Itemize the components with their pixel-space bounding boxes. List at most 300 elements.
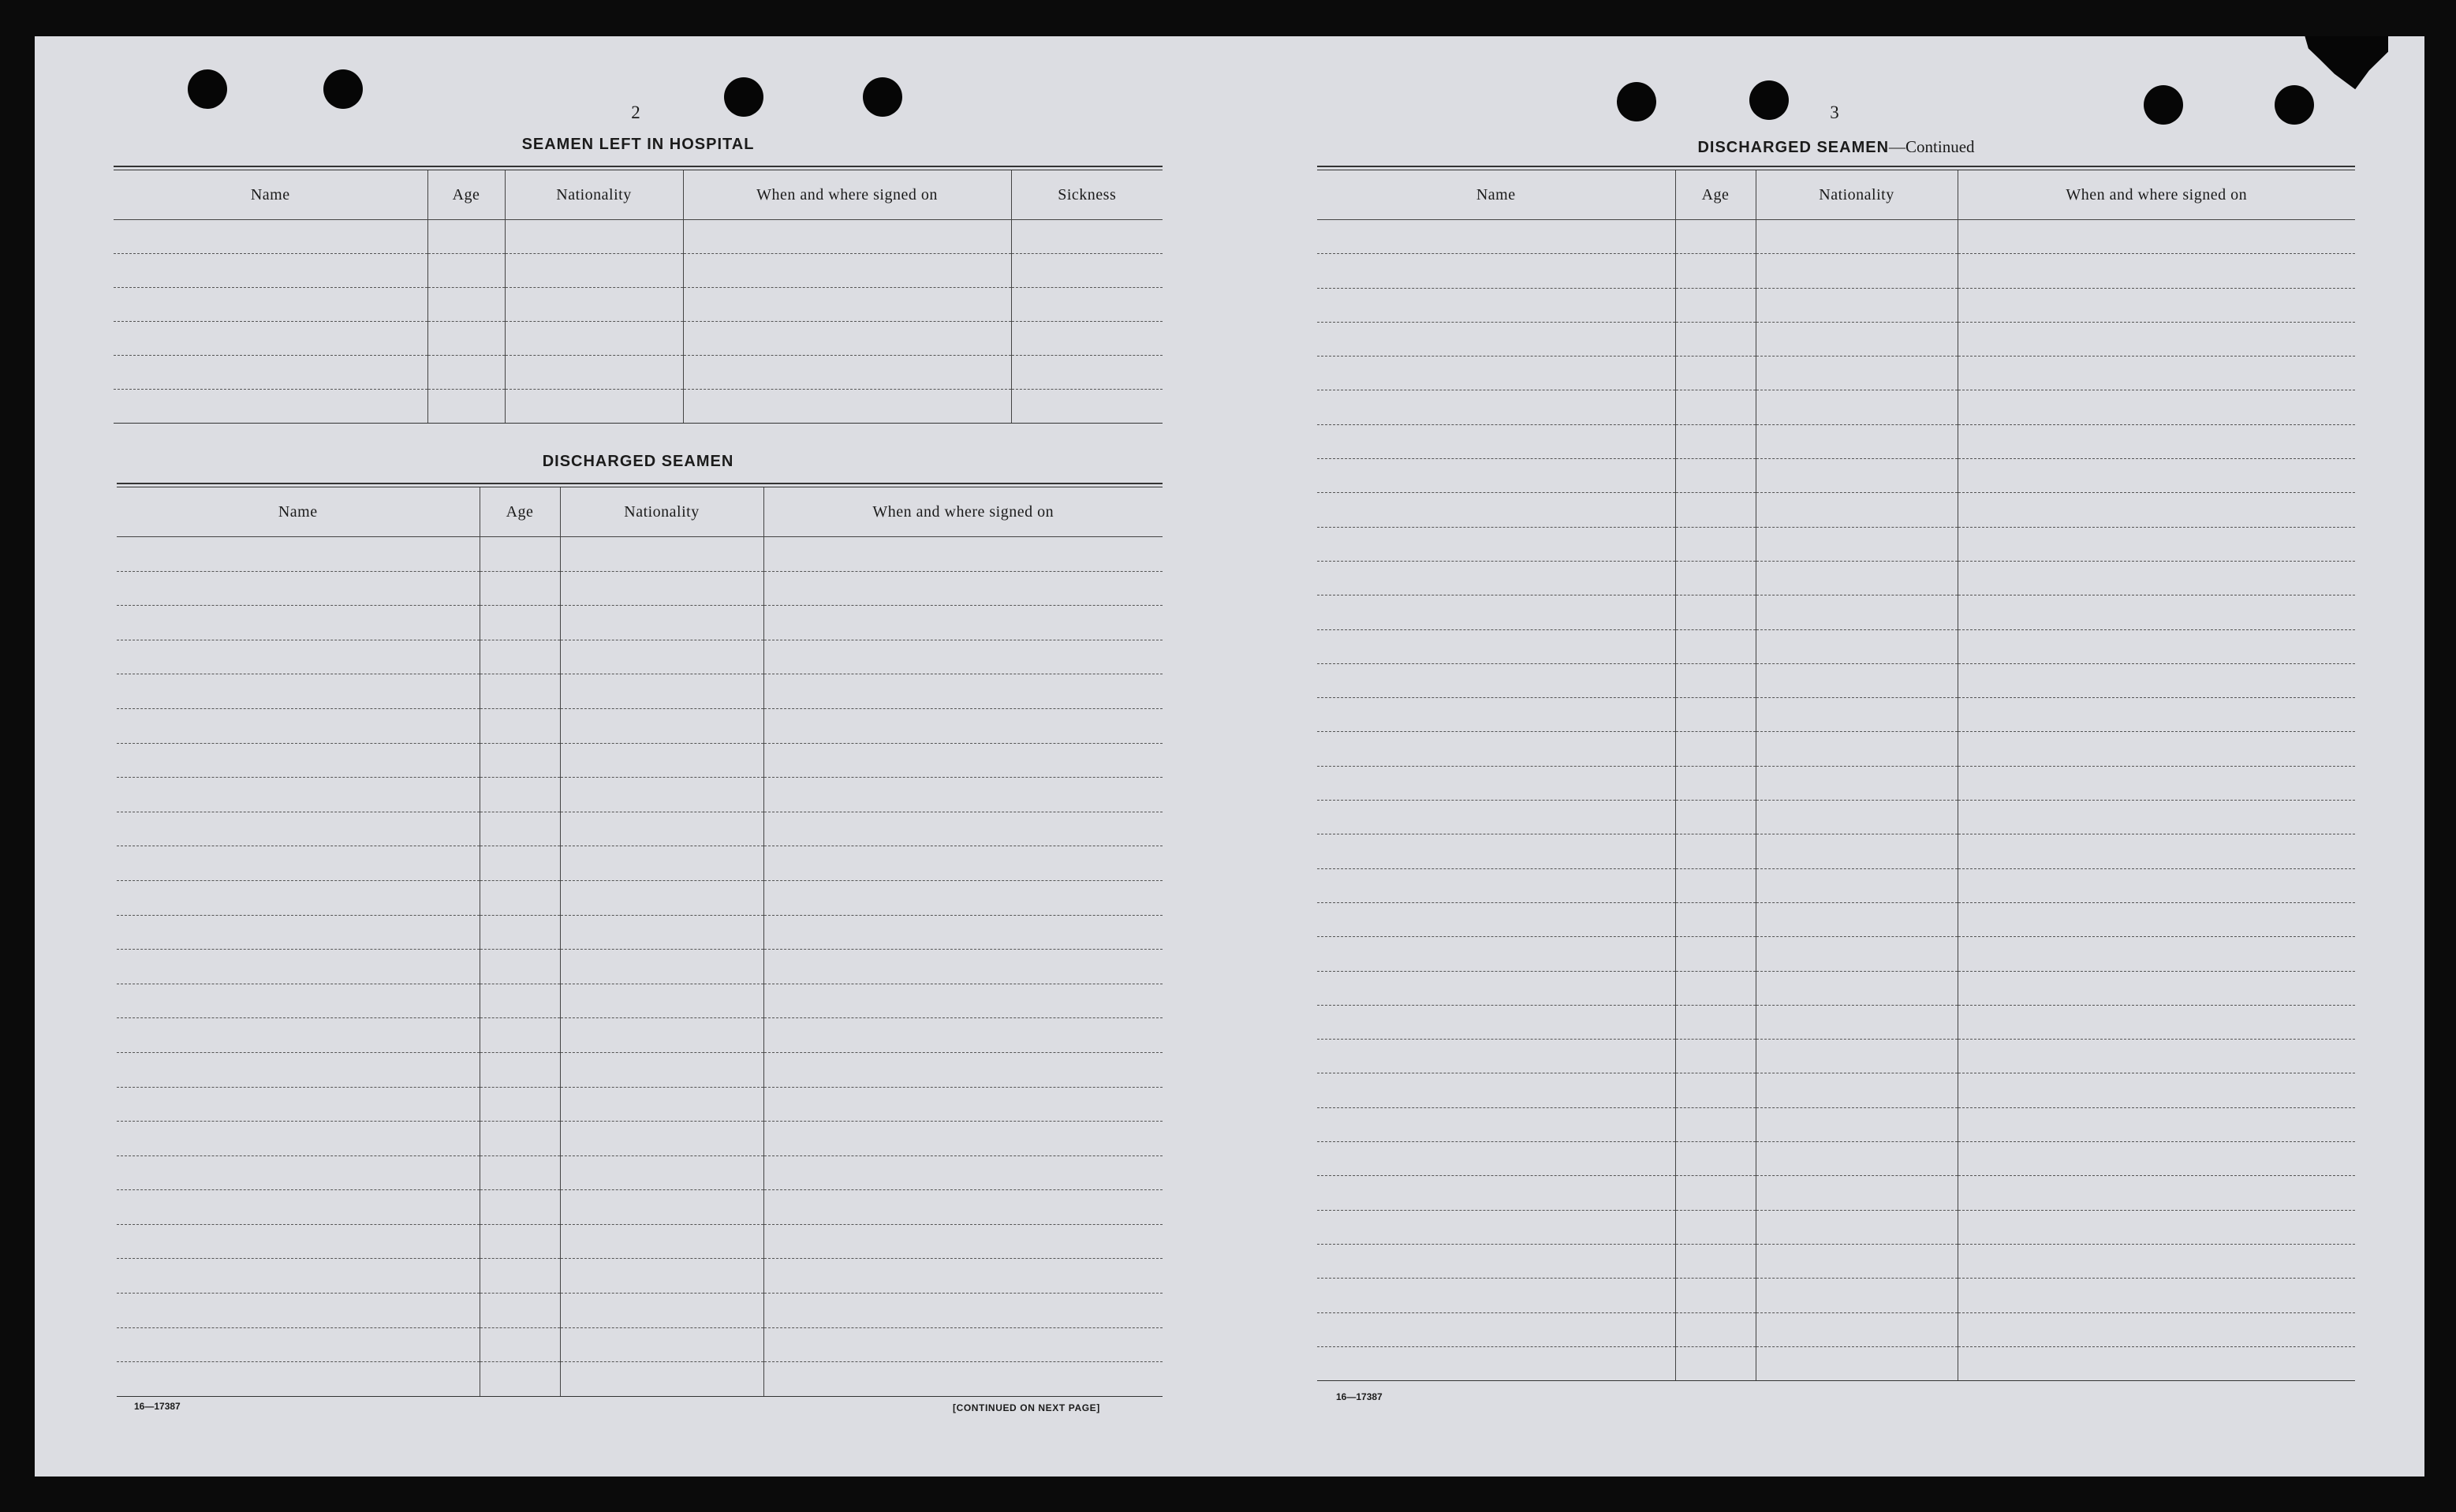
discharged-col-nationality: Nationality (560, 487, 763, 537)
table-cell (763, 1087, 1163, 1122)
table-cell (505, 220, 683, 254)
table-cell (117, 1190, 480, 1225)
table-cell (560, 950, 763, 984)
continued-col-signed-on: When and where signed on (1958, 170, 2355, 220)
table-cell (1317, 698, 1675, 732)
table-cell (480, 1122, 560, 1156)
table-cell (1011, 322, 1163, 356)
table-cell (480, 674, 560, 709)
table-cell (560, 1087, 763, 1122)
table-row (1317, 663, 2355, 697)
table-cell (763, 708, 1163, 743)
table-cell (1958, 220, 2355, 254)
table-row (117, 846, 1163, 881)
table-cell (1958, 1279, 2355, 1312)
table-cell (1675, 493, 1756, 527)
table-cell (1958, 527, 2355, 561)
table-cell (480, 950, 560, 984)
table-cell (1958, 1142, 2355, 1176)
table-cell (1958, 663, 2355, 697)
table-cell (763, 674, 1163, 709)
hospital-col-sickness: Sickness (1011, 170, 1163, 220)
table-cell (117, 915, 480, 950)
table-cell (1756, 868, 1958, 902)
table-row (117, 1327, 1163, 1362)
table-row (1317, 1005, 2355, 1039)
table-row (117, 950, 1163, 984)
discharged-col-signed-on: When and where signed on (763, 487, 1163, 537)
table-row (117, 1224, 1163, 1259)
discharged-continued-rows (1317, 220, 2355, 1381)
punch-hole (863, 77, 902, 117)
table-cell (427, 288, 505, 322)
table-cell (683, 356, 1011, 390)
page-number-right: 3 (1830, 103, 1839, 122)
table-row (117, 1155, 1163, 1190)
table-cell (1675, 1040, 1756, 1073)
table-cell (1675, 1244, 1756, 1278)
table-cell (480, 1224, 560, 1259)
table-row (1317, 937, 2355, 971)
table-cell (763, 1122, 1163, 1156)
table-cell (560, 606, 763, 640)
punch-hole (724, 77, 763, 117)
table-cell (763, 1155, 1163, 1190)
table-cell (1675, 322, 1756, 356)
table-row (1317, 902, 2355, 936)
table-cell (117, 1362, 480, 1397)
table-cell (114, 322, 427, 356)
table-cell (1756, 322, 1958, 356)
table-cell (480, 571, 560, 606)
table-cell (1675, 801, 1756, 834)
table-cell (560, 812, 763, 846)
table-cell (1756, 1210, 1958, 1244)
table-cell (1317, 868, 1675, 902)
table-cell (1958, 595, 2355, 629)
table-cell (1317, 390, 1675, 424)
table-cell (1011, 356, 1163, 390)
table-cell (1756, 527, 1958, 561)
table-cell (1958, 1210, 2355, 1244)
continued-note: [CONTINUED ON NEXT PAGE] (953, 1402, 1100, 1413)
table-cell (1756, 1279, 1958, 1312)
table-cell (480, 1362, 560, 1397)
table-cell (427, 220, 505, 254)
table-row (117, 606, 1163, 640)
table-cell (117, 640, 480, 674)
table-cell (1958, 766, 2355, 800)
table-cell (1958, 698, 2355, 732)
table-cell (560, 571, 763, 606)
table-cell (683, 220, 1011, 254)
table-cell (1756, 732, 1958, 766)
table-cell (1317, 322, 1675, 356)
table-cell (480, 984, 560, 1018)
table-cell (1317, 1107, 1675, 1141)
table-cell (1317, 1312, 1675, 1346)
table-cell (1756, 220, 1958, 254)
table-cell (1756, 1005, 1958, 1039)
table-cell (117, 880, 480, 915)
punch-hole (2144, 85, 2183, 125)
table-cell (763, 537, 1163, 572)
table-cell (1675, 868, 1756, 902)
table-row (114, 288, 1163, 322)
table-cell (1675, 288, 1756, 322)
table-cell (1675, 254, 1756, 288)
continued-col-name: Name (1317, 170, 1675, 220)
discharged-continued-table (1317, 170, 2355, 1381)
table-cell (1756, 357, 1958, 390)
table-cell (560, 708, 763, 743)
table-cell (1958, 561, 2355, 595)
table-cell (560, 984, 763, 1018)
table-cell (1675, 732, 1756, 766)
table-cell (480, 640, 560, 674)
table-row (117, 1190, 1163, 1225)
table-cell (1756, 698, 1958, 732)
table-cell (1317, 971, 1675, 1005)
table-cell (560, 537, 763, 572)
table-cell (1958, 1176, 2355, 1210)
table-cell (560, 1362, 763, 1397)
table-row (117, 1018, 1163, 1053)
table-row (117, 880, 1163, 915)
table-cell (1011, 254, 1163, 288)
table-cell (560, 1327, 763, 1362)
discharged-header-row (117, 487, 1163, 537)
table-cell (1675, 1210, 1756, 1244)
table-row (114, 356, 1163, 390)
table-cell (480, 846, 560, 881)
hospital-col-signed-on: When and where signed on (683, 170, 1011, 220)
table-cell (1675, 424, 1756, 458)
table-row (1317, 1279, 2355, 1312)
table-cell (117, 743, 480, 778)
table-cell (427, 322, 505, 356)
page-number-left: 2 (631, 103, 640, 122)
hospital-col-nationality: Nationality (505, 170, 683, 220)
table-row (114, 322, 1163, 356)
table-cell (1317, 1346, 1675, 1380)
table-cell (480, 1294, 560, 1328)
table-cell (1958, 732, 2355, 766)
table-cell (1317, 1244, 1675, 1278)
table-cell (1958, 834, 2355, 868)
table-cell (480, 606, 560, 640)
table-cell (560, 1224, 763, 1259)
table-cell (1756, 1107, 1958, 1141)
table-cell (560, 1052, 763, 1087)
table-cell (683, 254, 1011, 288)
table-cell (1317, 1279, 1675, 1312)
table-cell (1317, 254, 1675, 288)
table-cell (763, 950, 1163, 984)
table-cell (1756, 971, 1958, 1005)
table-cell (1958, 1244, 2355, 1278)
table-cell (114, 356, 427, 390)
table-cell (1317, 766, 1675, 800)
table-cell (117, 1327, 480, 1362)
discharged-col-name: Name (117, 487, 480, 537)
table-cell (1317, 1073, 1675, 1107)
table-cell (1675, 561, 1756, 595)
table-row (1317, 288, 2355, 322)
table-cell (1756, 1244, 1958, 1278)
continued-col-age: Age (1675, 170, 1756, 220)
table-cell (1756, 1312, 1958, 1346)
table-row (117, 1052, 1163, 1087)
table-cell (117, 1018, 480, 1053)
table-cell (480, 708, 560, 743)
table-cell (114, 220, 427, 254)
table-cell (1958, 322, 2355, 356)
table-cell (1675, 1142, 1756, 1176)
table-cell (1958, 902, 2355, 936)
table-cell (763, 1294, 1163, 1328)
hospital-header-row (114, 170, 1163, 220)
table-row (117, 708, 1163, 743)
table-row (117, 1087, 1163, 1122)
table-cell (1675, 220, 1756, 254)
table-row (1317, 220, 2355, 254)
table-cell (1756, 390, 1958, 424)
table-cell (1756, 766, 1958, 800)
table-cell (1317, 1210, 1675, 1244)
table-cell (1317, 1176, 1675, 1210)
table-cell (1958, 1040, 2355, 1073)
discharged-section-title: DISCHARGED SEAMEN (542, 453, 734, 470)
table-cell (763, 915, 1163, 950)
table-cell (480, 743, 560, 778)
table-cell (1317, 493, 1675, 527)
table-cell (1317, 357, 1675, 390)
table-row (1317, 1210, 2355, 1244)
table-cell (117, 1224, 480, 1259)
table-cell (1675, 1312, 1756, 1346)
table-row (114, 220, 1163, 254)
table-cell (1675, 698, 1756, 732)
table-cell (1958, 357, 2355, 390)
table-cell (1317, 288, 1675, 322)
discharged-continued-title-main: DISCHARGED SEAMEN (1697, 139, 1890, 156)
table-row (1317, 390, 2355, 424)
table-cell (1675, 595, 1756, 629)
table-row (1317, 254, 2355, 288)
table-cell (505, 390, 683, 424)
table-cell (427, 390, 505, 424)
form-code-right: 16—17387 (1336, 1391, 1383, 1402)
table-row (117, 537, 1163, 572)
table-row (1317, 698, 2355, 732)
continued-header-row (1317, 170, 2355, 220)
table-row (1317, 527, 2355, 561)
table-cell (1958, 459, 2355, 493)
table-cell (117, 674, 480, 709)
table-cell (1756, 663, 1958, 697)
table-cell (1756, 902, 1958, 936)
table-cell (560, 1155, 763, 1190)
discharged-continued-title-suffix: —Continued (1889, 137, 1975, 156)
table-cell (117, 1294, 480, 1328)
table-row (1317, 801, 2355, 834)
table-cell (560, 1190, 763, 1225)
punch-hole (1749, 80, 1789, 120)
table-cell (114, 390, 427, 424)
table-row (1317, 561, 2355, 595)
hospital-rows (114, 220, 1163, 424)
table-cell (1756, 937, 1958, 971)
table-cell (1317, 801, 1675, 834)
hospital-section-title: SEAMEN LEFT IN HOSPITAL (521, 136, 755, 153)
table-row (117, 1259, 1163, 1294)
table-row (117, 674, 1163, 709)
table-cell (560, 880, 763, 915)
table-cell (480, 778, 560, 812)
table-cell (560, 846, 763, 881)
table-cell (1317, 459, 1675, 493)
table-cell (1756, 834, 1958, 868)
table-cell (1675, 390, 1756, 424)
table-cell (505, 254, 683, 288)
table-cell (1317, 1040, 1675, 1073)
table-cell (117, 537, 480, 572)
table-row (1317, 1040, 2355, 1073)
table-cell (560, 640, 763, 674)
table-cell (763, 1018, 1163, 1053)
table-cell (117, 571, 480, 606)
hospital-col-name: Name (114, 170, 427, 220)
table-cell (1317, 663, 1675, 697)
table-row (1317, 1312, 2355, 1346)
table-row (117, 1362, 1163, 1397)
table-cell (560, 778, 763, 812)
table-cell (560, 1122, 763, 1156)
table-row (117, 984, 1163, 1018)
table-cell (1675, 1107, 1756, 1141)
table-row (117, 640, 1163, 674)
table-cell (1756, 1040, 1958, 1073)
table-cell (1675, 937, 1756, 971)
table-row (1317, 1176, 2355, 1210)
table-cell (1958, 1312, 2355, 1346)
table-cell (1756, 801, 1958, 834)
table-cell (1958, 971, 2355, 1005)
table-row (117, 915, 1163, 950)
table-cell (1958, 629, 2355, 663)
table-cell (1756, 629, 1958, 663)
table-row (1317, 971, 2355, 1005)
table-cell (1675, 1346, 1756, 1380)
table-cell (1675, 1279, 1756, 1312)
form-code-left: 16—17387 (134, 1401, 181, 1412)
table-cell (1756, 1142, 1958, 1176)
table-row (1317, 595, 2355, 629)
table-cell (1756, 254, 1958, 288)
table-cell (763, 984, 1163, 1018)
table-row (117, 743, 1163, 778)
table-cell (480, 537, 560, 572)
table-cell (763, 606, 1163, 640)
table-row (1317, 629, 2355, 663)
table-cell (1675, 902, 1756, 936)
table-row (1317, 322, 2355, 356)
table-cell (117, 1122, 480, 1156)
table-row (1317, 766, 2355, 800)
table-cell (763, 571, 1163, 606)
table-cell (480, 1018, 560, 1053)
table-cell (114, 254, 427, 288)
table-cell (560, 1018, 763, 1053)
table-cell (763, 778, 1163, 812)
table-cell (505, 288, 683, 322)
table-cell (763, 1327, 1163, 1362)
table-cell (1675, 1073, 1756, 1107)
discharged-table (117, 487, 1163, 1397)
table-cell (480, 1087, 560, 1122)
table-cell (1317, 937, 1675, 971)
table-cell (1958, 1005, 2355, 1039)
table-row (1317, 424, 2355, 458)
table-cell (763, 1259, 1163, 1294)
table-cell (1011, 288, 1163, 322)
table-row (1317, 834, 2355, 868)
table-row (117, 1122, 1163, 1156)
table-cell (117, 846, 480, 881)
table-cell (1958, 868, 2355, 902)
table-cell (480, 1259, 560, 1294)
table-cell (117, 708, 480, 743)
hospital-col-age: Age (427, 170, 505, 220)
table-cell (763, 1052, 1163, 1087)
table-cell (1958, 288, 2355, 322)
punch-hole (1617, 82, 1656, 121)
table-cell (1958, 1073, 2355, 1107)
table-cell (117, 1087, 480, 1122)
table-cell (117, 1259, 480, 1294)
table-cell (1675, 663, 1756, 697)
table-cell (1317, 902, 1675, 936)
table-cell (1317, 629, 1675, 663)
table-cell (1756, 1073, 1958, 1107)
table-cell (1675, 971, 1756, 1005)
table-row (1317, 732, 2355, 766)
hospital-table (114, 170, 1163, 424)
table-cell (1675, 527, 1756, 561)
table-cell (1317, 220, 1675, 254)
table-cell (763, 743, 1163, 778)
table-cell (117, 1052, 480, 1087)
table-cell (763, 1190, 1163, 1225)
table-cell (480, 1052, 560, 1087)
table-cell (1756, 595, 1958, 629)
table-cell (1756, 459, 1958, 493)
table-cell (1675, 1176, 1756, 1210)
table-cell (560, 743, 763, 778)
table-cell (560, 1294, 763, 1328)
table-cell (1317, 834, 1675, 868)
table-cell (505, 356, 683, 390)
table-cell (683, 390, 1011, 424)
table-cell (1675, 834, 1756, 868)
table-cell (1317, 732, 1675, 766)
table-cell (763, 880, 1163, 915)
table-cell (427, 254, 505, 288)
continued-col-nationality: Nationality (1756, 170, 1958, 220)
table-cell (480, 880, 560, 915)
table-cell (1675, 357, 1756, 390)
